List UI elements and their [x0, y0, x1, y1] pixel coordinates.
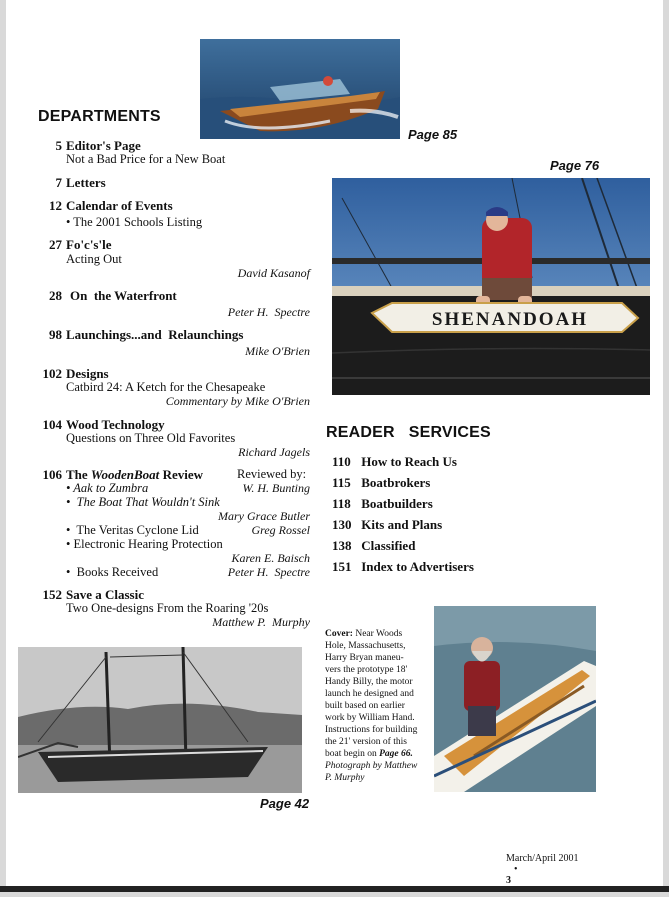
entry-page-number: 106	[42, 467, 62, 482]
launch-photo-caption: Page 85	[408, 127, 458, 142]
cover-photo-credit: Photograph by Matthew P. Murphy	[325, 761, 418, 783]
magazine-page	[6, 0, 663, 886]
reader-services-item	[332, 517, 474, 538]
entry-page-number: 28	[49, 288, 62, 303]
reader-services-item	[332, 538, 474, 559]
reader-services-page: 115	[332, 475, 351, 490]
entry-credit: Commentary by Mike O'Brien	[165, 394, 310, 408]
entry-title: Calendar of Events	[66, 198, 173, 213]
reviewed-by-label: Reviewed by:	[237, 467, 307, 481]
entry-credit: David Kasanof	[237, 266, 310, 280]
schooner-photo-caption: Page 76	[550, 158, 600, 173]
reader-services-label: How to Reach Us	[361, 454, 457, 469]
reader-services-heading: READER SERVICES	[326, 424, 491, 441]
review-reviewer: Karen E. Baisch	[231, 551, 310, 565]
entry-title: Wood Technology	[66, 417, 165, 432]
reader-services-item	[332, 496, 474, 517]
entry-subtitle: Acting Out	[66, 252, 122, 266]
reader-services-item	[332, 454, 474, 475]
reader-services-label: Classified	[361, 538, 416, 553]
reader-services-page: 118	[332, 496, 351, 511]
entry-page-number: 98	[49, 327, 62, 342]
entry-credit: Richard Jagels	[238, 445, 310, 459]
entry-title: Save a Classic	[66, 587, 144, 602]
entry-page-number: 12	[49, 198, 62, 213]
entry-page-number: 152	[42, 587, 62, 602]
entry-title: Designs	[66, 366, 109, 381]
reader-services-label: Kits and Plans	[361, 517, 443, 532]
folio-page-number: 3	[506, 875, 511, 886]
sailboat-photo-image	[18, 647, 302, 793]
sailboat-photo	[18, 647, 302, 793]
entry-credit: Matthew P. Murphy	[212, 615, 310, 629]
review-title-pre: The	[66, 467, 91, 482]
folio-bullet: •	[514, 864, 518, 875]
review-reviewer: W. H. Bunting	[242, 481, 310, 495]
entry-page-number: 102	[42, 366, 62, 381]
cover-photo	[434, 606, 596, 792]
reader-services-label: Index to Advertisers	[361, 559, 474, 574]
reader-services-page: 138	[332, 538, 352, 553]
review-reviewer: Peter H. Spectre	[227, 565, 310, 579]
bottom-edge	[0, 886, 669, 892]
review-item: • The Boat That Wouldn't Sink	[66, 495, 220, 509]
schooner-nameboard: SHENANDOAH	[431, 309, 589, 330]
entry-page-number: 27	[49, 237, 62, 252]
cover-page-ref: Page 66.	[379, 749, 413, 759]
entry-title: Fo'c's'le	[66, 237, 112, 252]
cover-caption	[325, 628, 419, 784]
entry-title: Editor's Page	[66, 138, 141, 153]
sailboat-photo-caption: Page 42	[260, 796, 310, 811]
reader-services-list	[332, 454, 474, 580]
entry-credit: Mike O'Brien	[245, 344, 310, 358]
review-title-magazine: WoodenBoat	[90, 467, 160, 482]
entry-credit: Peter H. Spectre	[227, 305, 310, 319]
launch-photo-image	[200, 39, 400, 139]
entry-title: Launchings...and Relaunchings	[66, 327, 244, 342]
review-title-post: Review	[159, 467, 203, 482]
cover-photo-image	[434, 606, 596, 792]
entry-page-number: 7	[55, 175, 62, 190]
reader-services-item	[332, 559, 474, 580]
reader-services-page: 151	[332, 559, 352, 574]
review-reviewer: Mary Grace Butler	[218, 509, 310, 523]
reader-services-label: Boatbuilders	[361, 496, 433, 511]
entry-subtitle: Not a Bad Price for a New Boat	[66, 152, 226, 166]
review-reviewer: Greg Rossel	[251, 523, 310, 537]
cover-text: Near Woods Hole, Massachusetts, Harry Bryan maneu-vers the prototype 18' Handy Billy, the motor launch he designed and built based on earlier work by William Hand. Instructions for building the 21' version of this boat begin on	[325, 629, 418, 759]
folio-issue: March/April 2001	[506, 853, 579, 864]
entry-page-number: 104	[42, 417, 62, 432]
schooner-photo-image	[332, 178, 650, 395]
review-item: • Books Received	[66, 565, 159, 579]
schooner-photo	[332, 178, 650, 395]
entry-title: Letters	[66, 175, 106, 190]
entry-subtitle: Questions on Three Old Favorites	[66, 431, 236, 445]
review-item: • Electronic Hearing Protection	[66, 537, 223, 551]
review-item: • The Veritas Cyclone Lid	[66, 523, 199, 537]
reader-services-page: 110	[332, 454, 351, 469]
launch-photo	[200, 39, 400, 139]
reader-services-label: Boatbrokers	[361, 475, 431, 490]
entry-subtitle: • The 2001 Schools Listing	[66, 215, 203, 229]
entry-title: On the Waterfront	[70, 288, 177, 303]
review-item: • Aak to Zumbra	[66, 481, 149, 495]
reader-services-page: 130	[332, 517, 352, 532]
departments-heading: DEPARTMENTS	[38, 108, 161, 125]
entry-page-number: 5	[55, 138, 62, 153]
cover-label: Cover:	[325, 629, 353, 639]
entry-subtitle: Two One-designs From the Roaring '20s	[66, 601, 269, 615]
entry-subtitle: Catbird 24: A Ketch for the Chesapeake	[66, 380, 266, 394]
reader-services-item	[332, 475, 474, 496]
